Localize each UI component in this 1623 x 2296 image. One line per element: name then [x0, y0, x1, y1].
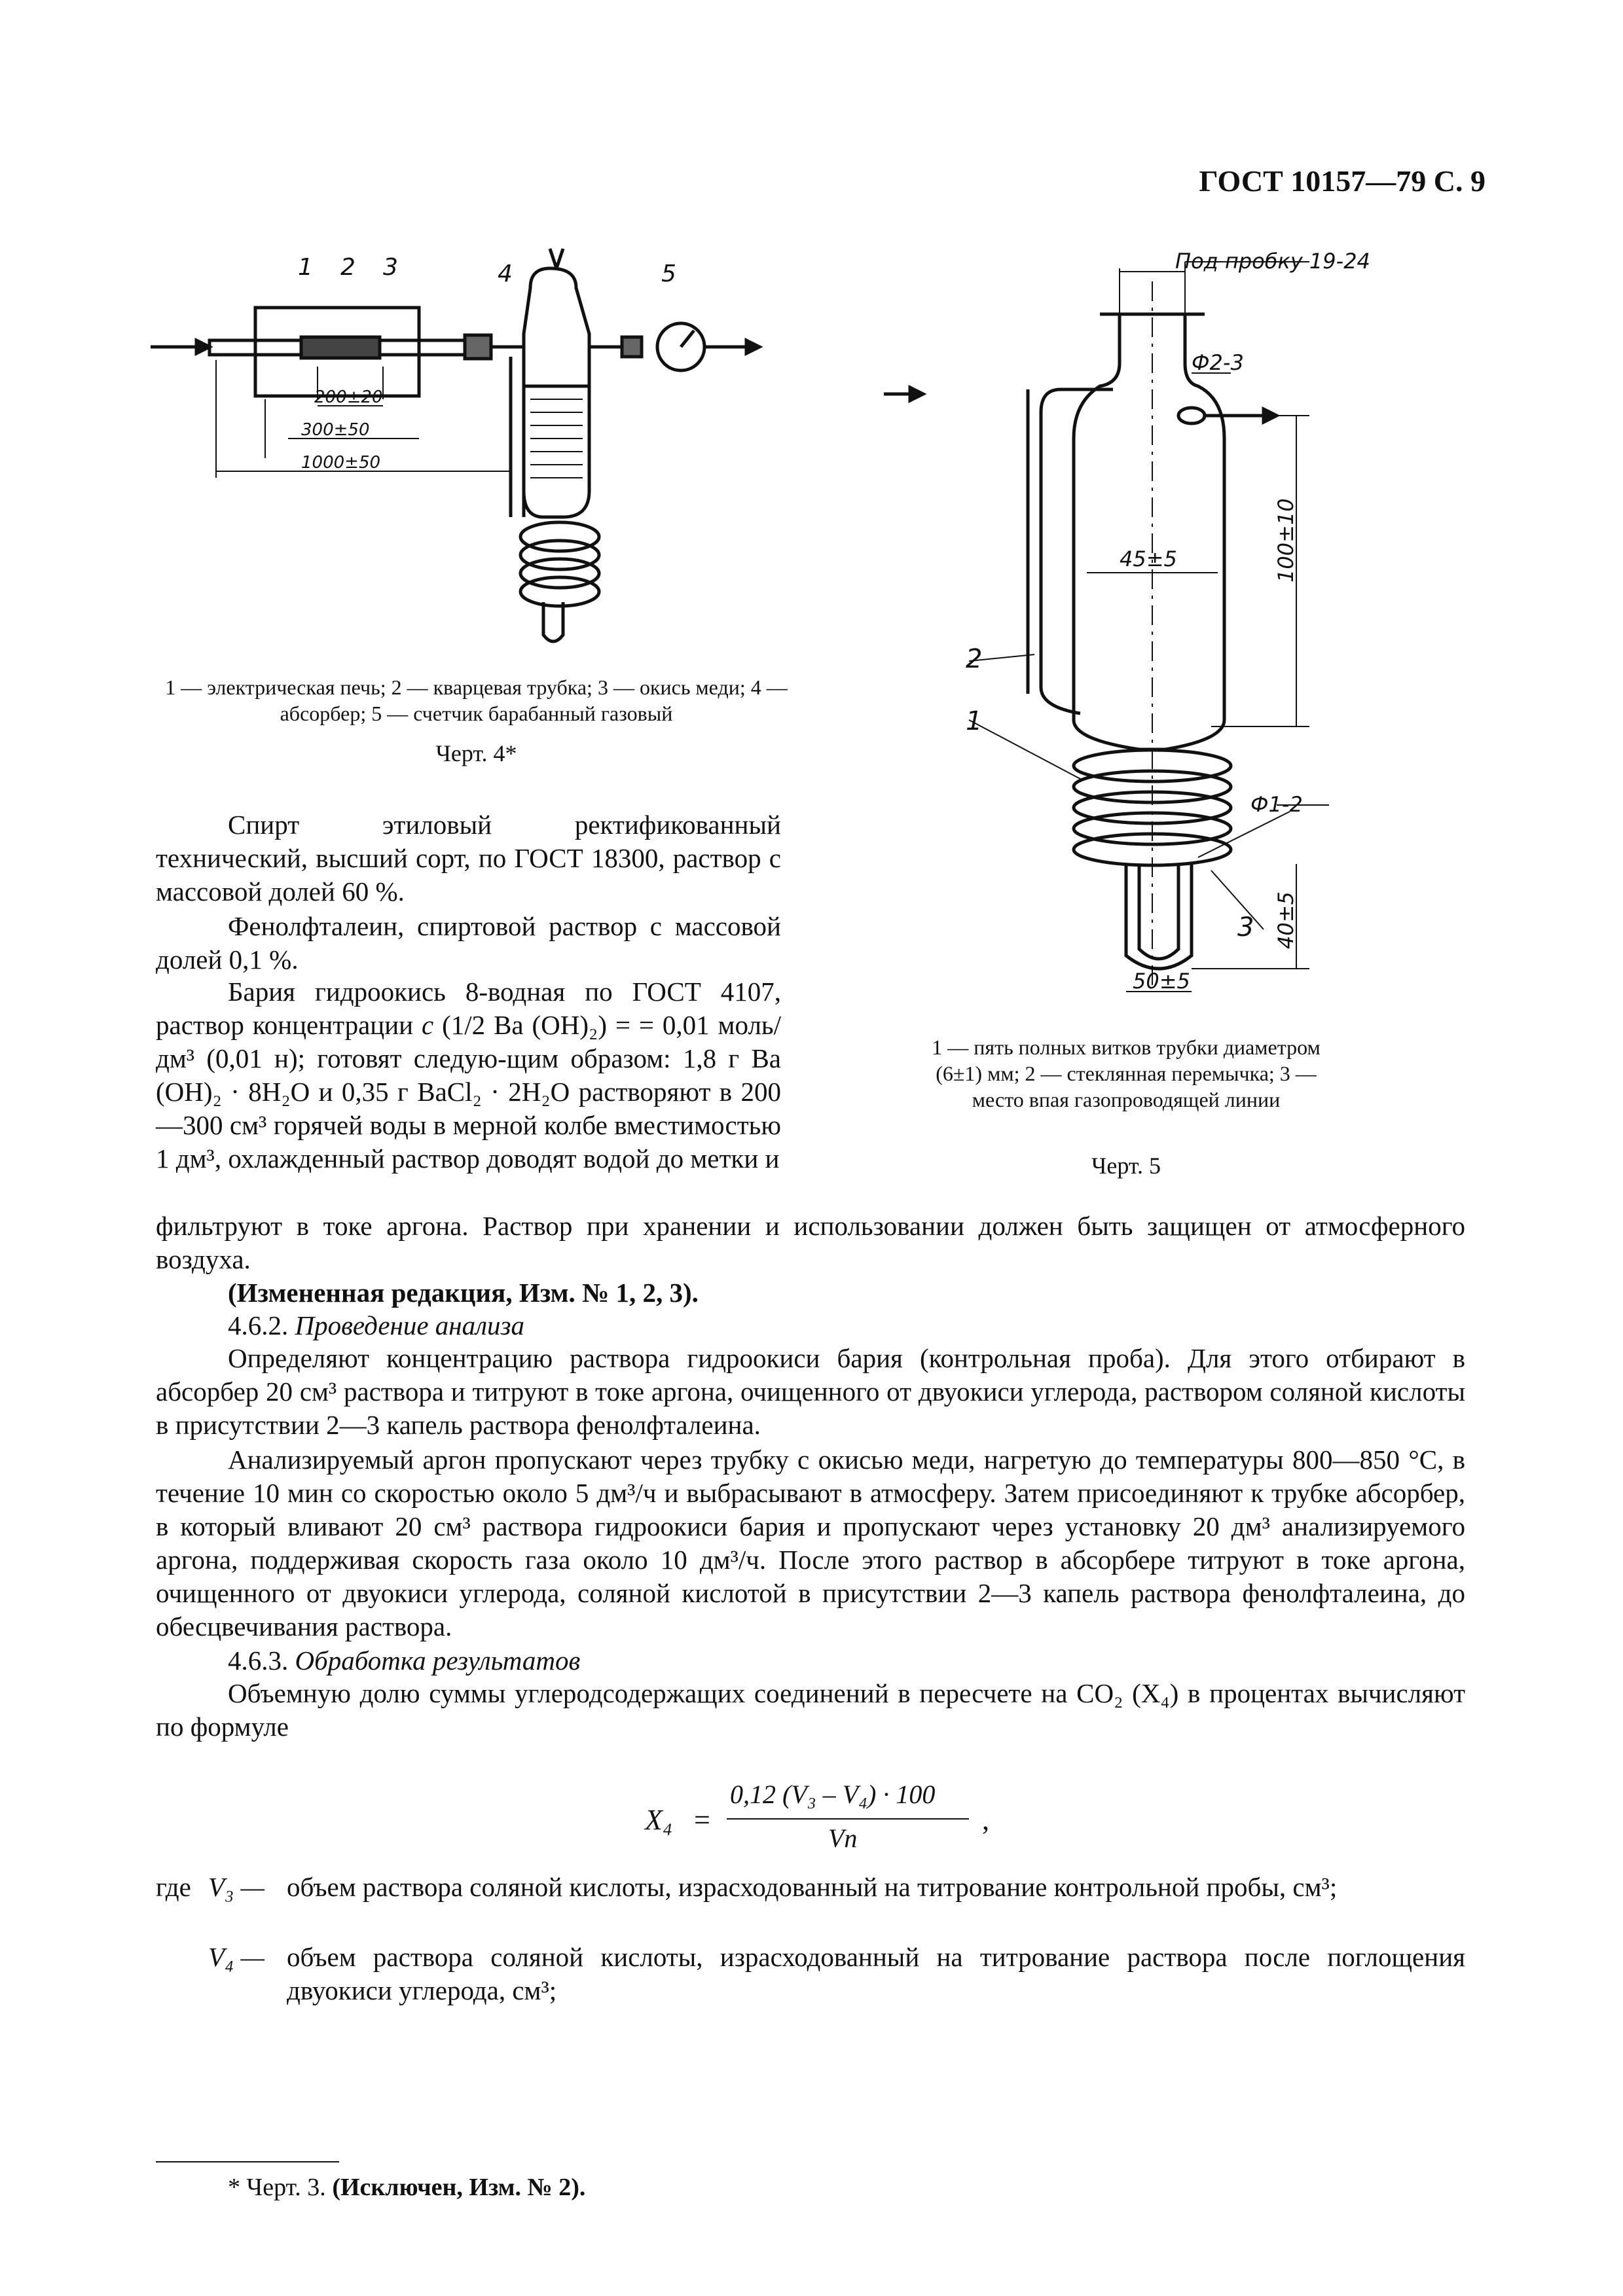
paragraph-phenolphthalein: Фенолфталеин, спиртовой раствор с массовой долей 0,1 %. — [156, 911, 781, 975]
fig5-dim-50: 50±5 — [1133, 969, 1190, 994]
formula-denominator: Vп — [828, 1823, 858, 1853]
fig5-dim-stopper: Под пробку 19-24 — [1175, 249, 1370, 274]
fig5-label-1: 1 — [966, 706, 983, 736]
legend-v3-text: объем раствора соляной кислоты, израсходованный на титрование контрольной пробы, см³; — [287, 1872, 1338, 1902]
legend-v3-symbol: V₃ — — [208, 1872, 265, 1902]
barium-text-a: Бария гидроокись 8-водная по ГОСТ 4107, раствор концентрации — [156, 977, 781, 1040]
paragraph-barium — [156, 975, 781, 1175]
section-4-6-2-number: 4.6.2. — [228, 1310, 289, 1340]
barium-text-b: ( — [442, 1010, 451, 1040]
amendment-note: (Измененная редакция, Изм. № 1, 2, 3). — [228, 1278, 699, 1308]
fig4-label-5: 5 — [661, 260, 676, 287]
fig4-label-3: 3 — [383, 254, 398, 281]
formula-fraction-bar — [727, 1818, 969, 1820]
section-4-6-3-title: Обработка результатов — [295, 1645, 581, 1676]
fig5-dim-40: 40±5 — [1273, 891, 1298, 949]
fig5-dim-100: 100±10 — [1273, 498, 1298, 583]
fig5-label-2: 2 — [966, 644, 983, 674]
paragraph-barium-cont: фильтруют в токе аргона. Раствор при хранении и использовании должен быть защищен от атмосферного воздуха. — [156, 1211, 1465, 1274]
footnote-ref: * Черт. 3. — [228, 2174, 333, 2201]
formula-comma: , — [982, 1804, 989, 1836]
legend-v4-text: объем раствора соляной кислоты, израсходованный на титрование раствора после поглощения двуокиси углерода, см³; — [287, 1942, 1465, 2005]
fig4-dim-200: 200±20 — [314, 387, 383, 407]
legend-v4-symbol: V₄ — — [208, 1942, 265, 1972]
figure-4-caption: 1 — электрическая печь; 2 — кварцевая трубка; 3 — окись меди; 4 — абсорбер; 5 — счетчик барабанный газовый — [165, 675, 788, 725]
footnote — [228, 2173, 585, 2202]
paragraph-analysis: Анализируемый аргон пропускают через трубку с окисью меди, нагретую до температуры 800—850 °С, в течение 10 мин со скоростью около 5 дм³/ч и выбрасывают в атмосферу. Затем присоединяют к трубке абсорбер, в который вливают 20 см³ раствора гидроокиси бария и пропускают через установку 20 дм³ анализируемого аргона, поддерживая скорость газа около 10 дм³/ч. После этого раствор в абсорбере титруют в токе аргона, очищенного от двуокиси углерода, соляной кислотой в присутствии 2—3 капель раствора фенолфталеина, до обесцвечивания раствора. — [156, 1444, 1465, 1641]
fig5-dim-f23: Ф2-3 — [1192, 350, 1244, 375]
fig4-label-1: 1 — [298, 254, 313, 281]
paragraph-ethanol: Спирт этиловый ректификованный технический, высший сорт, по ГОСТ 18300, раствор с массовой долей 60 %. — [156, 810, 781, 906]
formula-numerator: 0,12 (V₃ – V₄) · 100 — [730, 1780, 936, 1809]
fig5-label-3: 3 — [1237, 912, 1254, 942]
barium-conc-symbol: c — [422, 1010, 434, 1040]
barium-text-d: Ba (OH)₂) = = 0,01 моль/дм³ (0,01 н); готовят следую-щим образом: 1,8 г Ba (OH)₂ · 8H₂O и 0,35 г BaCl₂ · 2H₂O растворяют в 200—300 см³ горячей воды в мерной колбе вместимостью 1 дм³, охлажденный раствор доводят водой до метки и — [156, 1010, 782, 1174]
figure-5-title: Черт. 5 — [1091, 1153, 1161, 1179]
figure-4-title: Черт. 4* — [435, 740, 517, 766]
footnote-status: (Исключен, Изм. № 2). — [332, 2174, 586, 2201]
fig5-dim-45: 45±5 — [1120, 547, 1177, 571]
section-4-6-2-title: Проведение анализа — [295, 1310, 525, 1340]
fig4-label-2: 2 — [340, 254, 356, 281]
figure-5-diagram — [884, 242, 1370, 995]
section-4-6-2 — [228, 1309, 1210, 1342]
fig4-label-4: 4 — [498, 260, 513, 287]
figure-4-diagram — [144, 242, 799, 661]
footnote-rule — [156, 2161, 339, 2162]
fig4-dim-1000: 1000±50 — [301, 453, 381, 473]
page-header: ГОСТ 10157—79 С. 9 — [1199, 164, 1486, 198]
arrow-icon — [196, 340, 210, 353]
figure-5-caption: 1 — пять полных витков трубки диаметром (6±1) мм; 2 — стеклянная перемычка; 3 — место впая газопроводящей линии — [932, 1035, 1321, 1111]
section-4-6-3-number: 4.6.3. — [228, 1645, 289, 1676]
section-4-6-3 — [228, 1644, 1210, 1677]
fig4-dim-300: 300±50 — [301, 420, 370, 440]
paragraph-formula-intro: Объемную долю суммы углеродсодержащих соединений в пересчете на CO₂ (X₄) в процентах вычисляют по формуле — [156, 1678, 1465, 1742]
fig5-dim-f12: Ф1-2 — [1250, 792, 1303, 817]
formula-eq: = — [694, 1804, 710, 1836]
legend-v3-prefix: где — [156, 1872, 191, 1902]
formula-lhs: X₄ — [645, 1804, 673, 1836]
barium-frac: 1/2 — [450, 1010, 486, 1040]
paragraph-control: Определяют концентрацию раствора гидроокиси бария (контрольная проба). Для этого отбирают в абсорбер 20 см³ раствора и титруют в токе аргона, очищенного от двуокиси углерода, раствором соляной кислоты в присутствии 2—3 капель раствора фенолфталеина. — [156, 1343, 1465, 1440]
